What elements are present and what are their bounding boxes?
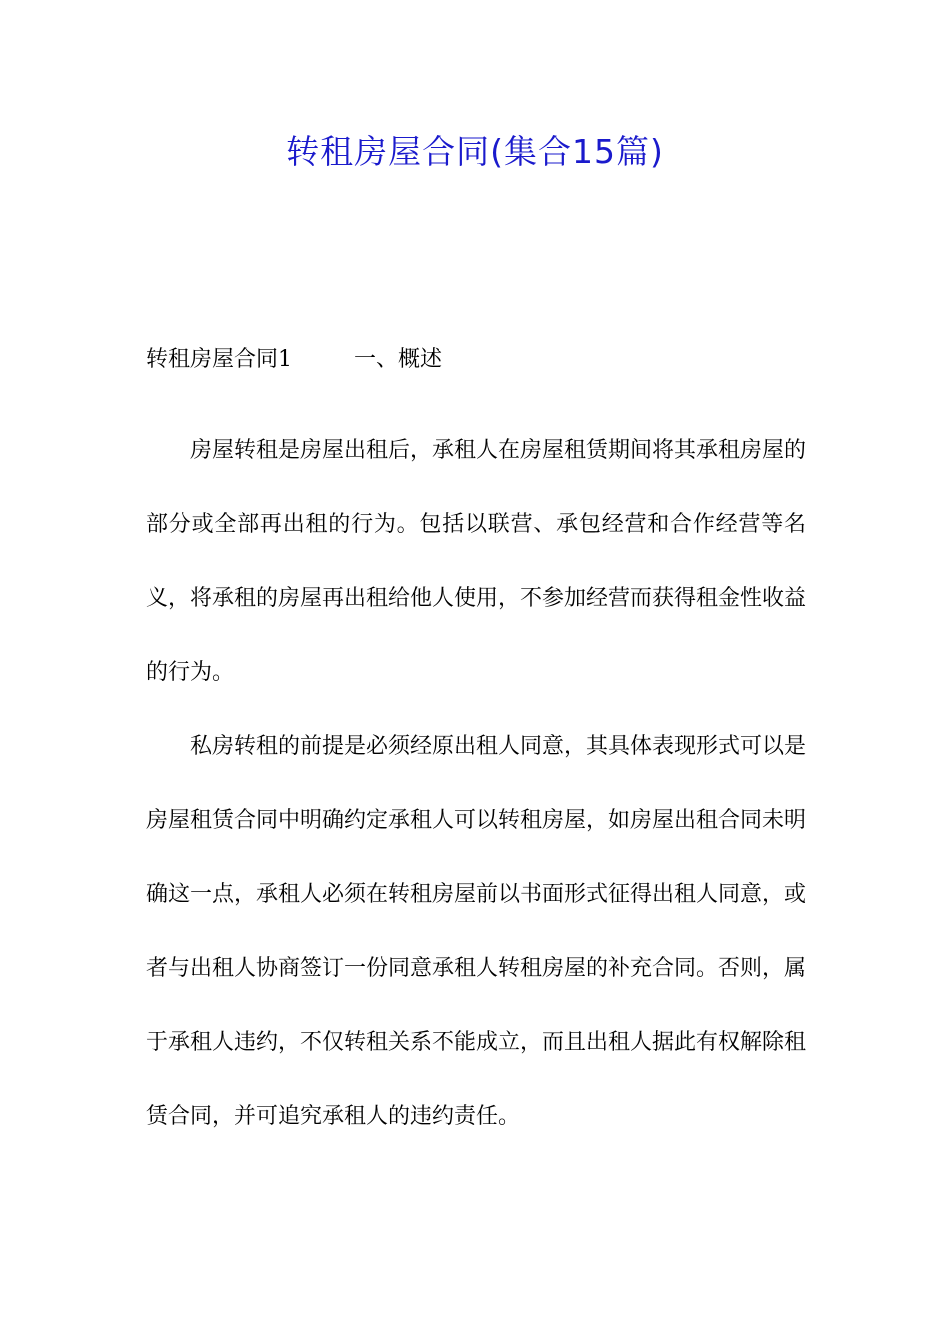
- subsection-heading: 一、概述: [354, 347, 443, 372]
- section-heading: 转租房屋合同1: [146, 347, 292, 372]
- paragraph-precondition: 私房转租的前提是必须经原出租人同意，其具体表现形式可以是房屋租赁合同中明确约定承租人可以转租房屋，如房屋出租合同未明确这一点，承租人必须在转租房屋前以书面形式征得出租人同意，或者与出租人协商签订一份同意承租人转租房屋的补充合同。否则，属于承租人违约，不仅转租关系不能成立，而且出租人据此有权解除租赁合同，并可追究承租人的违约责任。: [146, 734, 807, 1129]
- document-title: 转租房屋合同(集合15篇): [286, 132, 664, 171]
- document-body: [146, 414, 806, 1154]
- paragraph-definition: 房屋转租是房屋出租后，承租人在房屋租赁期间将其承租房屋的部分或全部再出租的行为。包括以联营、承包经营和合作经营等名义，将承租的房屋再出租给他人使用，不参加经营而获得租金性收益的行为。: [146, 438, 807, 685]
- section-heading-line: [146, 342, 442, 378]
